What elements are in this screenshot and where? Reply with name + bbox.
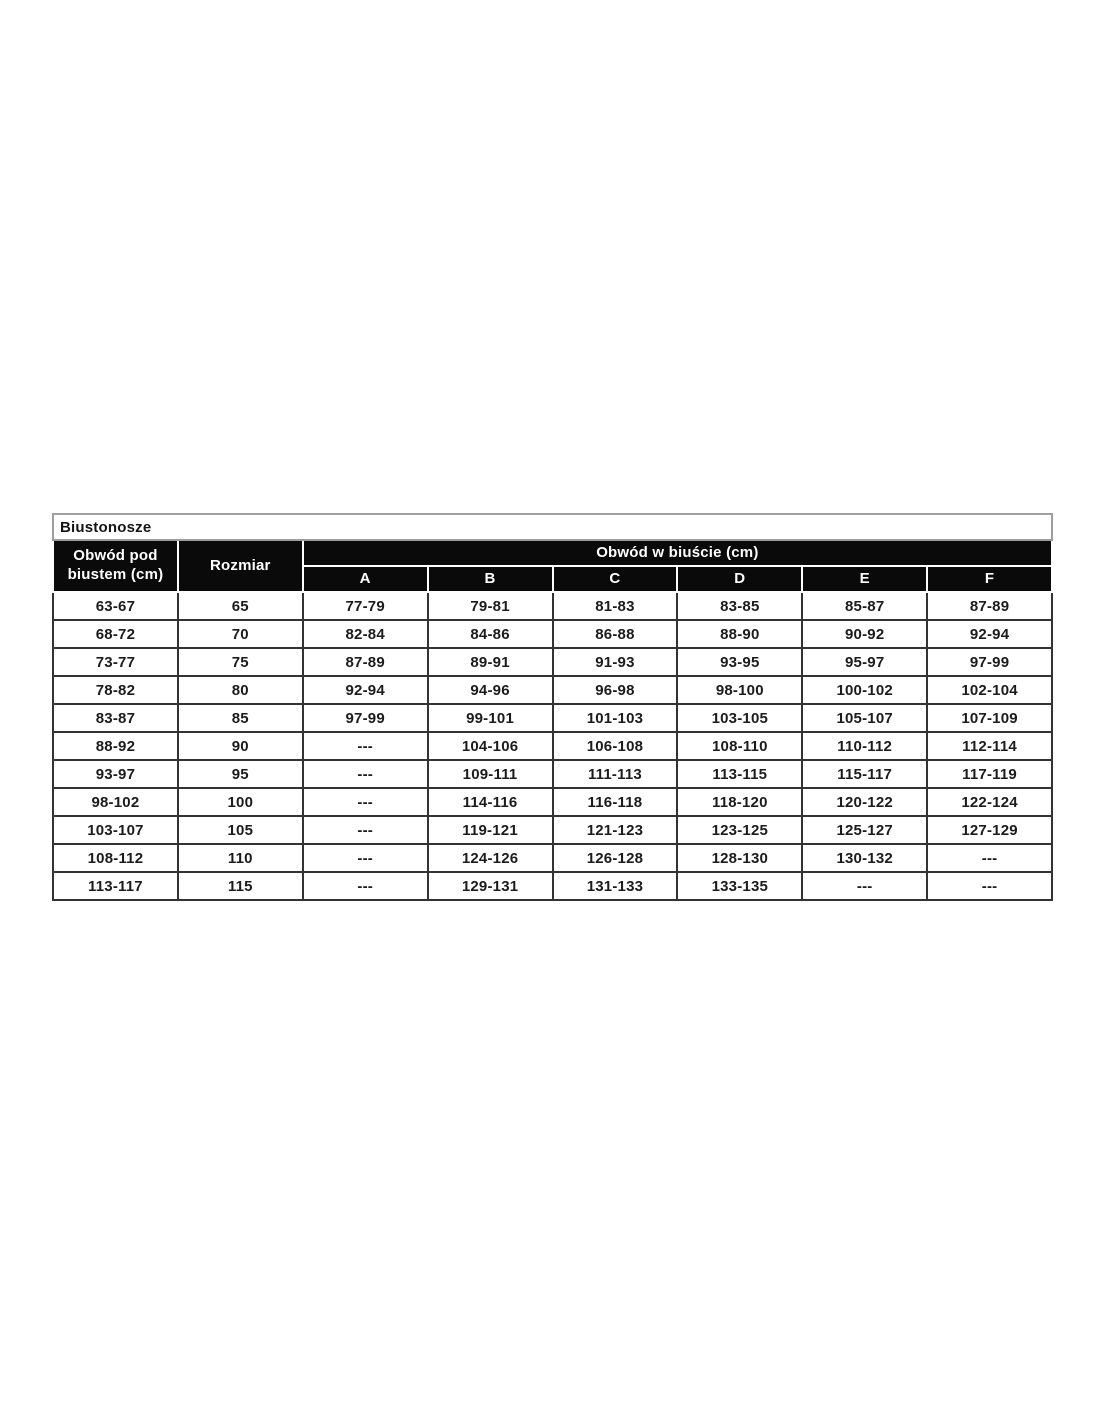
cell-cup-b: 114-116 (428, 788, 553, 816)
header-size: Rozmiar (178, 540, 303, 592)
cell-cup-a: 87-89 (303, 648, 428, 676)
cell-cup-f: 87-89 (927, 592, 1052, 620)
cell-cup-e: 105-107 (802, 704, 927, 732)
cell-cup-e: 100-102 (802, 676, 927, 704)
cell-cup-f: 97-99 (927, 648, 1052, 676)
cell-underbust: 73-77 (53, 648, 178, 676)
cell-size: 95 (178, 760, 303, 788)
cell-cup-c: 86-88 (553, 620, 678, 648)
cell-cup-c: 91-93 (553, 648, 678, 676)
cell-underbust: 103-107 (53, 816, 178, 844)
cell-underbust: 113-117 (53, 872, 178, 900)
header-cup-a: A (303, 566, 428, 592)
cell-cup-e: 95-97 (802, 648, 927, 676)
cell-cup-f: 112-114 (927, 732, 1052, 760)
header-cup-f: F (927, 566, 1052, 592)
cell-cup-c: 111-113 (553, 760, 678, 788)
cell-cup-d: 108-110 (677, 732, 802, 760)
cell-cup-a: --- (303, 872, 428, 900)
cell-cup-d: 93-95 (677, 648, 802, 676)
cell-cup-b: 99-101 (428, 704, 553, 732)
cell-cup-c: 81-83 (553, 592, 678, 620)
cell-cup-f: 92-94 (927, 620, 1052, 648)
cell-cup-e: 120-122 (802, 788, 927, 816)
cell-underbust: 78-82 (53, 676, 178, 704)
cell-cup-d: 123-125 (677, 816, 802, 844)
cell-cup-c: 106-108 (553, 732, 678, 760)
cell-underbust: 68-72 (53, 620, 178, 648)
cell-underbust: 108-112 (53, 844, 178, 872)
cell-underbust: 63-67 (53, 592, 178, 620)
cell-cup-c: 121-123 (553, 816, 678, 844)
cell-size: 85 (178, 704, 303, 732)
cell-size: 65 (178, 592, 303, 620)
cell-cup-e: 110-112 (802, 732, 927, 760)
cell-cup-d: 88-90 (677, 620, 802, 648)
table-row (53, 704, 1052, 732)
cell-cup-f: 107-109 (927, 704, 1052, 732)
table-row (53, 872, 1052, 900)
cell-cup-b: 129-131 (428, 872, 553, 900)
cell-cup-b: 94-96 (428, 676, 553, 704)
cell-cup-e: 130-132 (802, 844, 927, 872)
cell-cup-f: --- (927, 872, 1052, 900)
cell-size: 105 (178, 816, 303, 844)
cell-cup-a: --- (303, 788, 428, 816)
cell-cup-e: 90-92 (802, 620, 927, 648)
cell-underbust: 83-87 (53, 704, 178, 732)
cell-cup-d: 103-105 (677, 704, 802, 732)
cell-cup-d: 83-85 (677, 592, 802, 620)
cell-cup-a: --- (303, 816, 428, 844)
header-cup-d: D (677, 566, 802, 592)
header-row-groups (53, 540, 1052, 566)
cell-cup-a: --- (303, 760, 428, 788)
cell-cup-b: 104-106 (428, 732, 553, 760)
cell-cup-d: 128-130 (677, 844, 802, 872)
cell-cup-f: 127-129 (927, 816, 1052, 844)
size-chart (52, 513, 1053, 901)
cell-cup-c: 116-118 (553, 788, 678, 816)
cell-size: 115 (178, 872, 303, 900)
cell-cup-a: 97-99 (303, 704, 428, 732)
cell-cup-b: 109-111 (428, 760, 553, 788)
cell-cup-a: --- (303, 732, 428, 760)
header-cup-b: B (428, 566, 553, 592)
cell-cup-a: --- (303, 844, 428, 872)
cell-cup-e: 115-117 (802, 760, 927, 788)
cell-size: 110 (178, 844, 303, 872)
table-row (53, 788, 1052, 816)
cell-size: 100 (178, 788, 303, 816)
cell-cup-e: 85-87 (802, 592, 927, 620)
cell-cup-f: 117-119 (927, 760, 1052, 788)
cell-cup-b: 119-121 (428, 816, 553, 844)
table-row (53, 732, 1052, 760)
cell-cup-c: 131-133 (553, 872, 678, 900)
cell-cup-a: 77-79 (303, 592, 428, 620)
cell-cup-f: 122-124 (927, 788, 1052, 816)
cell-cup-a: 82-84 (303, 620, 428, 648)
header-underbust: Obwód pod biustem (cm) (53, 540, 178, 592)
cell-cup-a: 92-94 (303, 676, 428, 704)
table-row (53, 648, 1052, 676)
cell-cup-b: 124-126 (428, 844, 553, 872)
cell-cup-c: 101-103 (553, 704, 678, 732)
cell-cup-f: 102-104 (927, 676, 1052, 704)
header-cup-c: C (553, 566, 678, 592)
cell-underbust: 88-92 (53, 732, 178, 760)
cell-cup-b: 79-81 (428, 592, 553, 620)
cell-cup-e: 125-127 (802, 816, 927, 844)
cell-cup-b: 84-86 (428, 620, 553, 648)
cell-cup-d: 113-115 (677, 760, 802, 788)
cell-cup-c: 126-128 (553, 844, 678, 872)
size-chart-table (52, 513, 1053, 901)
cell-size: 90 (178, 732, 303, 760)
cell-cup-c: 96-98 (553, 676, 678, 704)
chart-title: Biustonosze (53, 514, 1052, 540)
table-row (53, 816, 1052, 844)
cell-cup-d: 133-135 (677, 872, 802, 900)
table-row (53, 676, 1052, 704)
cell-underbust: 93-97 (53, 760, 178, 788)
cell-size: 75 (178, 648, 303, 676)
cell-cup-e: --- (802, 872, 927, 900)
header-bust-group: Obwód w biuście (cm) (303, 540, 1052, 566)
size-chart-body (53, 514, 1052, 900)
table-row (53, 760, 1052, 788)
header-cup-e: E (802, 566, 927, 592)
table-row (53, 620, 1052, 648)
cell-size: 70 (178, 620, 303, 648)
cell-cup-d: 118-120 (677, 788, 802, 816)
chart-title-row (53, 514, 1052, 540)
table-row (53, 844, 1052, 872)
cell-size: 80 (178, 676, 303, 704)
cell-underbust: 98-102 (53, 788, 178, 816)
cell-cup-f: --- (927, 844, 1052, 872)
cell-cup-d: 98-100 (677, 676, 802, 704)
cell-cup-b: 89-91 (428, 648, 553, 676)
table-row (53, 592, 1052, 620)
